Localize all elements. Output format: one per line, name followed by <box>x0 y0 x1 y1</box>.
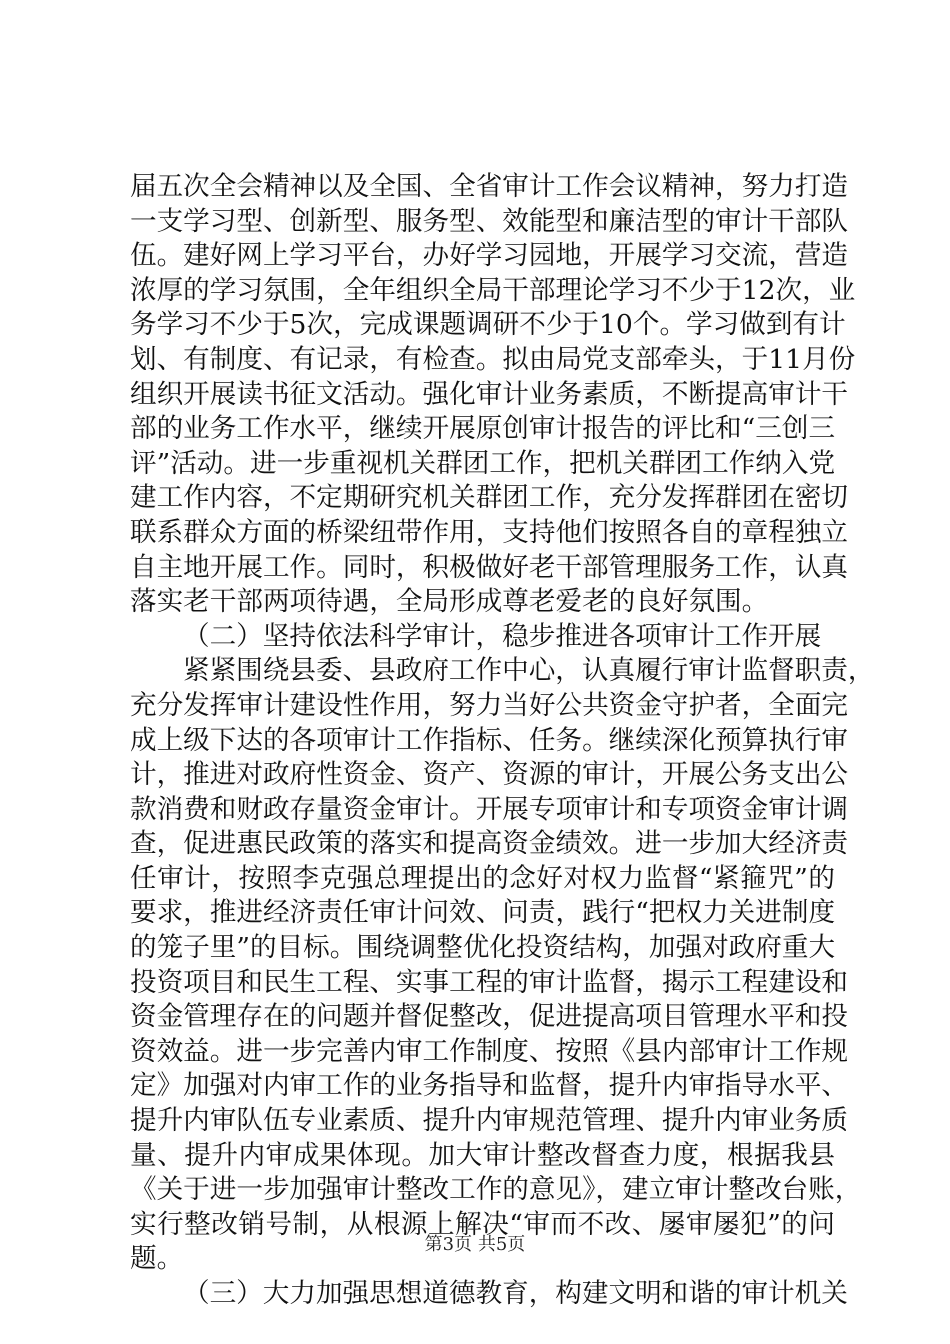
section-heading-2: （二）坚持依法科学审计，稳步推进各项审计工作开展 <box>183 620 822 652</box>
text-line: 一支学习型、创新型、服务型、效能型和廉洁型的审计干部队 <box>130 205 849 237</box>
section-heading-3: （三）大力加强思想道德教育，构建文明和谐的审计机关 <box>183 1278 848 1309</box>
text-line: 的笼子里”的目标。围绕调整优化投资结构，加强对政府重大 <box>130 932 836 964</box>
text-line: 量、提升内审成果体现。加大审计整改督查力度，根据我县 <box>130 1139 835 1171</box>
text-line: 款消费和财政存量资金审计。开展专项审计和专项资金审计调 <box>130 793 849 825</box>
text-line: 要求，推进经济责任审计问效、问责，践行“把权力关进制度 <box>130 897 836 929</box>
text-line: 任审计，按照李克强总理提出的念好对权力监督“紧箍咒”的 <box>130 862 835 894</box>
text-line: 成上级下达的各项审计工作指标、任务。继续深化预算执行审 <box>130 724 849 756</box>
text-line: 实行整改销号制，从根源上解决“审而不改、屡审屡犯”的问 <box>130 1208 835 1240</box>
text-line: 投资项目和民生工程、实事工程的审计监督，揭示工程建设和 <box>130 966 849 998</box>
document-body <box>130 170 875 1312</box>
text-line: 届五次全会精神以及全国、全省审计工作会议精神，努力打造 <box>130 171 849 202</box>
text-line: 伍。建好网上学习平台，办好学习园地，开展学习交流，营造 <box>130 240 849 272</box>
text-line: 建工作内容，不定期研究机关群团工作，充分发挥群团在密切 <box>130 482 849 514</box>
text-line: 查，促进惠民政策的落实和提高资金绩效。进一步加大经济责 <box>130 828 849 860</box>
text-line: 定》加强对内审工作的业务指导和监督，提升内审指导水平、 <box>130 1070 849 1102</box>
text-line: 紧紧围绕县委、县政府工作中心，认真履行审计监督职责， <box>183 655 875 687</box>
text-line: 资效益。进一步完善内审工作制度、按照《县内部审计工作规 <box>130 1035 849 1067</box>
text-line: 联系群众方面的桥梁纽带作用，支持他们按照各自的章程独立 <box>130 516 849 548</box>
text-line: 评”活动。进一步重视机关群团工作，把机关群团工作纳入党 <box>130 447 836 479</box>
text-line: 题。 <box>130 1243 184 1275</box>
text-line: 《关于进一步加强审计整改工作的意见》，建立审计整改台账， <box>130 1174 862 1206</box>
paragraph-2 <box>130 654 875 1277</box>
text-line: 组织开展读书征文活动。强化审计业务素质，不断提高审计干 <box>130 378 849 410</box>
text-line: 计，推进对政府性资金、资产、资源的审计，开展公务支出公 <box>130 759 849 791</box>
text-line: 部的业务工作水平，继续开展原创审计报告的评比和“三创三 <box>130 413 836 445</box>
text-line: 资金管理存在的问题并督促整改，促进提高项目管理水平和投 <box>130 1001 849 1033</box>
page-number-footer: 第3页 共5页 <box>424 1234 526 1255</box>
text-line: 自主地开展工作。同时，积极做好老干部管理服务工作，认真 <box>130 551 849 583</box>
text-line: 划、有制度、有记录，有检查。拟由局党支部牵头，于11月份 <box>130 343 856 375</box>
paragraph-1 <box>130 170 856 620</box>
text-line: 务学习不少于5次，完成课题调研不少于10个。学习做到有计 <box>130 309 846 341</box>
text-line: 充分发挥审计建设性作用，努力当好公共资金守护者，全面完 <box>130 689 849 721</box>
text-line: 提升内审队伍专业素质、提升内审规范管理、提升内审业务质 <box>130 1105 849 1137</box>
text-line: 落实老干部两项待遇，全局形成尊老爱老的良好氛围。 <box>130 586 769 618</box>
text-line: 浓厚的学习氛围，全年组织全局干部理论学习不少于12次，业 <box>130 274 856 306</box>
